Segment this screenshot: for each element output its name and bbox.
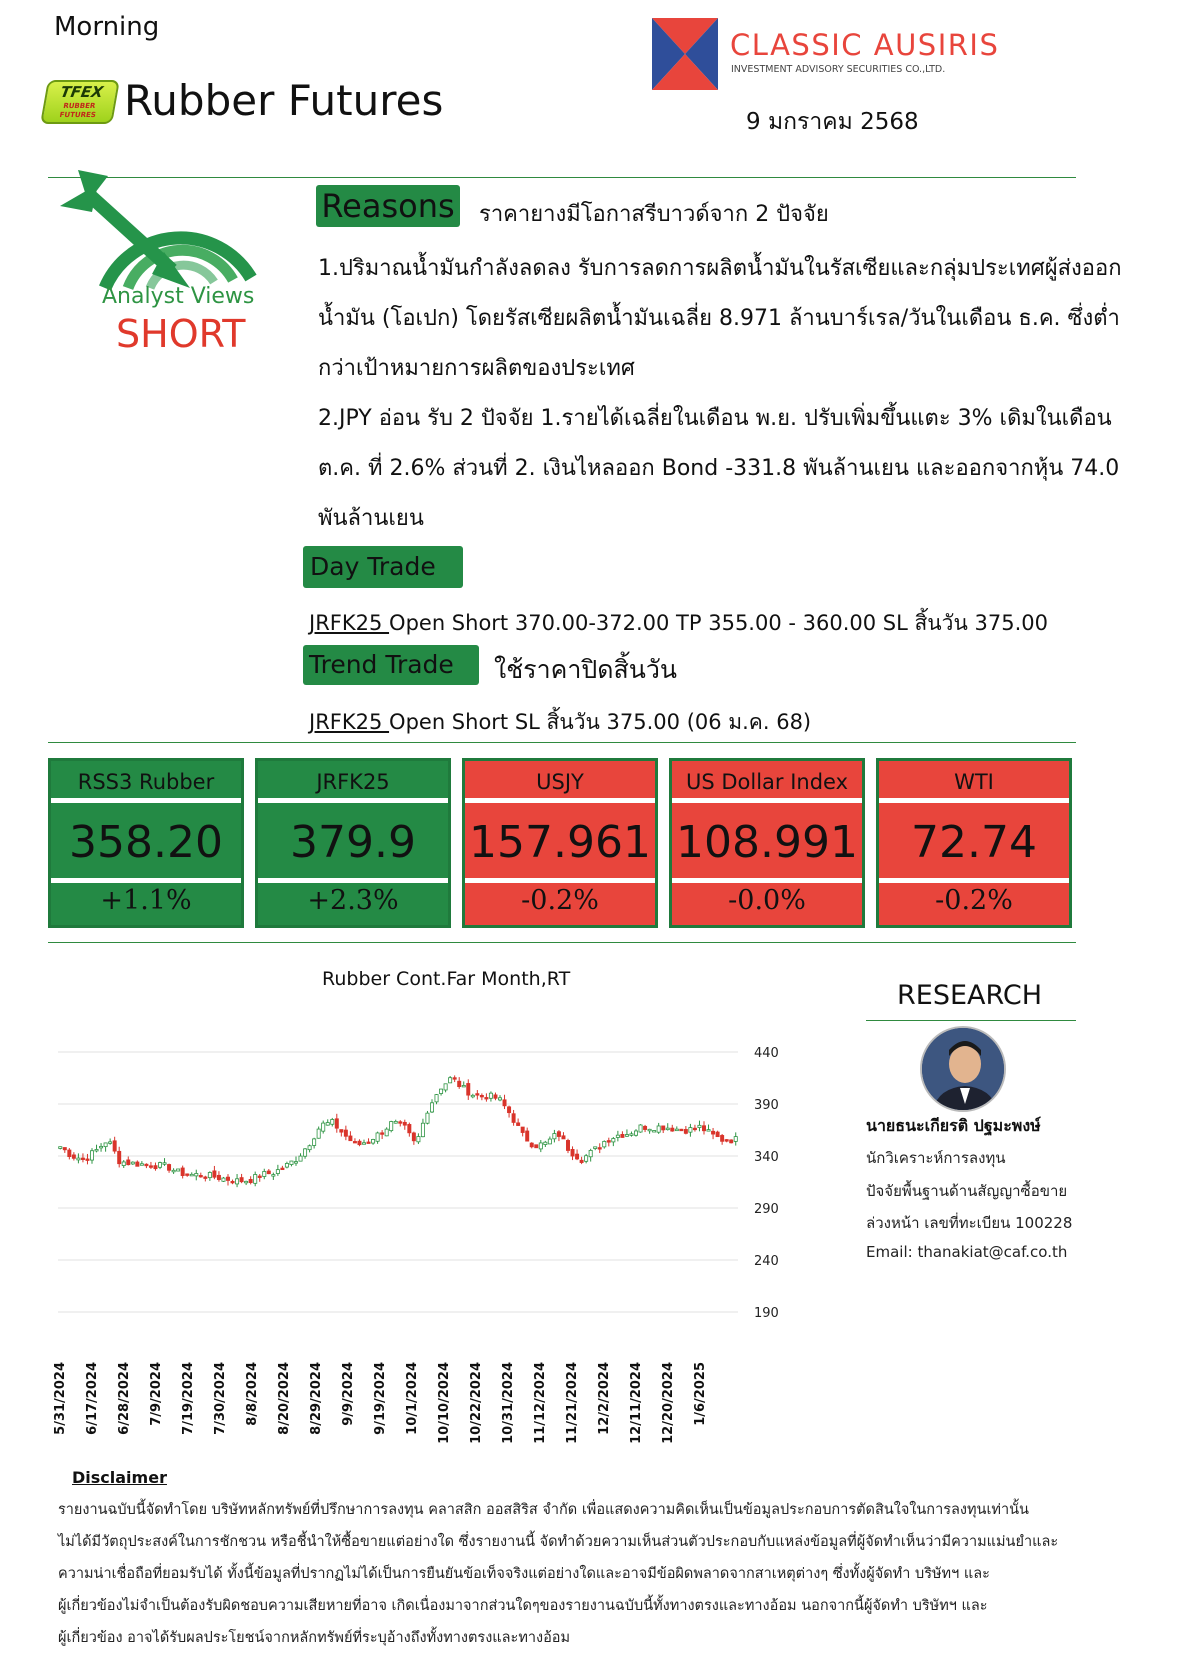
candle-body: [476, 1094, 479, 1096]
candle-body: [521, 1127, 524, 1132]
candle-body: [616, 1135, 619, 1137]
y-tick-label: 390: [754, 1098, 779, 1113]
candle-body: [408, 1124, 411, 1132]
candle-body: [172, 1170, 175, 1172]
x-tick-label: 7/19/2024: [181, 1362, 196, 1435]
candle-body: [99, 1146, 102, 1148]
x-tick-label: 7/30/2024: [213, 1362, 228, 1435]
x-tick-label: 6/17/2024: [85, 1362, 100, 1435]
candle-body: [313, 1139, 316, 1146]
x-tick-label: 1/6/2025: [693, 1362, 708, 1426]
candle-body: [449, 1078, 452, 1083]
candle-body: [204, 1177, 207, 1179]
candle-body: [145, 1164, 148, 1166]
analyst-role: นักวิเคราะห์การลงทุน: [866, 1149, 1006, 1167]
candle-body: [630, 1134, 633, 1136]
candle-body: [303, 1149, 306, 1156]
analyst-specialty: ปัจจัยพื้นฐานด้านสัญญาซื้อขาย: [866, 1182, 1068, 1200]
candle-body: [222, 1178, 225, 1181]
candle-body: [662, 1126, 665, 1130]
y-tick-label: 290: [754, 1202, 779, 1217]
tile-value: 157.961: [465, 803, 655, 883]
candle-body: [199, 1175, 202, 1177]
candle-body: [376, 1133, 379, 1141]
tile-change: -0.2%: [935, 885, 1013, 916]
candle-body: [526, 1131, 529, 1141]
research-title: RESEARCH: [897, 980, 1043, 1011]
candle-body: [403, 1122, 406, 1125]
candle-body: [485, 1097, 488, 1099]
stance-label: SHORT: [116, 312, 246, 356]
tile-name: RSS3 Rubber: [51, 761, 241, 803]
candle-body: [580, 1160, 583, 1162]
quote-tile: [669, 758, 865, 928]
tfex-rubber-logo: TFEX RUBBER FUTURES: [40, 80, 120, 124]
tile-name: WTI: [879, 761, 1069, 803]
tile-change: -0.0%: [728, 885, 806, 916]
candle-body: [471, 1095, 474, 1097]
analyst-avatar: [920, 1026, 1006, 1112]
candle-body: [498, 1098, 501, 1100]
candle-body: [444, 1084, 447, 1090]
middle-divider: [48, 742, 1076, 743]
candle-body: [639, 1125, 642, 1132]
disclaimer-title: Disclaimer: [72, 1468, 167, 1487]
candle-body: [326, 1123, 329, 1126]
candle-body: [698, 1125, 701, 1127]
x-tick-label: 12/2/2024: [597, 1362, 612, 1435]
disclaimer-line: รายงานฉบับนี้จัดทำโดย บริษัทหลักทรัพย์ที่ปรึกษาการลงทุน คลาสสิก ออสสิริส จำกัด เพื่อแสดงความคิดเห็นเป็นข้อมูลประกอบการตัดสินใจในการลงทุนเท่านั้น: [58, 1502, 1029, 1518]
candle-body: [63, 1148, 66, 1150]
candle-body: [494, 1095, 497, 1098]
candle-body: [254, 1174, 257, 1183]
candle-body: [362, 1143, 365, 1145]
candle-body: [322, 1123, 325, 1131]
candle-body: [657, 1126, 660, 1132]
disclaimer-line: ไม่ได้มีวัตถุประสงค์ในการชักชวน หรือชี้นำให้ซื้อขายแต่อย่างใด ซึ่งรายงานนี้ จัดทำด้วยความเห็นส่วนตัวประกอบกับแหล่งข้อมูลที่ผู้จัดทำเห็นว่ามีความแม่นยำและ: [58, 1534, 1059, 1550]
candle-body: [186, 1174, 189, 1176]
candle-body: [680, 1129, 683, 1131]
x-tick-label: 10/10/2024: [437, 1362, 452, 1444]
y-tick-label: 440: [754, 1046, 779, 1061]
candle-body: [317, 1129, 320, 1138]
candle-body: [181, 1168, 184, 1176]
day-trade-text: Open Short 370.00-372.00 TP 355.00 - 360.00 SL สิ้นวัน 375.00: [389, 611, 1048, 635]
candle-body: [231, 1181, 234, 1183]
quote-tile: [48, 758, 244, 928]
candle-body: [480, 1095, 483, 1097]
x-tick-label: 12/11/2024: [629, 1362, 644, 1444]
tile-value: 358.20: [51, 803, 241, 883]
candle-body: [594, 1147, 597, 1149]
candle-body: [612, 1139, 615, 1142]
candle-body: [671, 1128, 674, 1131]
candle-body: [625, 1135, 628, 1137]
x-tick-label: 5/31/2024: [53, 1362, 68, 1435]
candle-body: [453, 1078, 456, 1080]
tile-name: JRFK25: [258, 761, 448, 803]
candle-body: [566, 1140, 569, 1150]
candle-body: [140, 1164, 143, 1166]
candle-body: [113, 1141, 116, 1151]
candle-body: [72, 1155, 75, 1158]
candle-body: [439, 1089, 442, 1093]
candle-body: [702, 1126, 705, 1131]
candle-body: [104, 1143, 107, 1147]
disclaimer-line: ผู้เกี่ยวข้อง อาจได้รับผลประโยชน์จากหลักทรัพย์ที่ระบุอ้างถึงทั้งทางตรงและทางอ้อม: [58, 1630, 571, 1646]
x-tick-label: 11/12/2024: [533, 1362, 548, 1444]
candle-body: [621, 1134, 624, 1137]
candle-body: [263, 1171, 266, 1176]
candle-body: [693, 1128, 696, 1130]
disclaimer-line: ความน่าเชื่อถือที่ยอมรับได้ ทั้งนี้ข้อมูลที่ปรากฏไม่ได้เป็นการยืนยันข้อเท็จจริงแต่อย่างใดและอาจมีข้อผิดพลาดจากสาเหตุต่างๆ ซึ่งทั้งผู้จัดทำ บริษัทฯ และ: [58, 1566, 990, 1582]
candle-body: [517, 1123, 520, 1126]
candle-body: [575, 1154, 578, 1159]
candle-body: [163, 1163, 166, 1165]
candle-body: [589, 1150, 592, 1156]
x-tick-label: 8/29/2024: [309, 1362, 324, 1435]
candle-body: [553, 1134, 556, 1139]
x-tick-label: 8/8/2024: [245, 1362, 260, 1426]
candle-body: [299, 1156, 302, 1161]
candle-body: [707, 1130, 710, 1132]
candle-body: [394, 1121, 397, 1123]
x-tick-label: 10/31/2024: [501, 1362, 516, 1444]
candle-body: [711, 1131, 714, 1134]
broker-name: CLASSIC AUSIRIS: [730, 28, 1000, 62]
disclaimer-body: [58, 1494, 1138, 1654]
chart-divider: [48, 942, 1076, 943]
reasons-headline: ราคายางมีโอกาสรีบาวด์จาก 2 ปัจจัย: [479, 202, 829, 227]
reasons-tag: Reasons: [316, 185, 460, 227]
candle-body: [371, 1139, 374, 1143]
candle-body: [730, 1140, 733, 1143]
candle-body: [385, 1129, 388, 1136]
candle-body: [458, 1081, 461, 1086]
candle-body: [367, 1142, 370, 1144]
candle-body: [281, 1168, 284, 1170]
tile-value: 379.9: [258, 803, 448, 883]
candle-body: [653, 1131, 656, 1133]
candle-body: [684, 1129, 687, 1133]
candle-body: [421, 1123, 424, 1136]
quote-tile: [876, 758, 1072, 928]
x-tick-label: 8/20/2024: [277, 1362, 292, 1435]
candle-body: [213, 1171, 216, 1177]
candle-body: [340, 1130, 343, 1133]
candle-body: [154, 1166, 157, 1169]
candle-body: [539, 1143, 542, 1149]
candle-body: [666, 1128, 669, 1130]
trend-trade-tag: Trend Trade: [303, 645, 479, 685]
trend-trade-note: ใช้ราคาปิดสิ้นวัน: [494, 655, 677, 684]
tile-value: 72.74: [879, 803, 1069, 883]
candle-body: [235, 1179, 238, 1184]
x-tick-label: 7/9/2024: [149, 1362, 164, 1426]
report-date: 9 มกราคม 2568: [746, 109, 919, 135]
candle-body: [353, 1141, 356, 1143]
day-trade-line: [309, 607, 1048, 640]
day-trade-code: JRFK25: [309, 611, 390, 635]
candle-body: [81, 1158, 84, 1160]
candle-body: [272, 1175, 275, 1177]
candle-body: [167, 1164, 170, 1170]
chart-title: Rubber Cont.Far Month,RT: [322, 968, 571, 990]
y-tick-label: 190: [754, 1306, 779, 1321]
x-tick-label: 10/1/2024: [405, 1362, 420, 1435]
candle-body: [285, 1163, 288, 1167]
tile-change: -0.2%: [521, 885, 599, 916]
reason-point-2: 2.JPY อ่อน รับ 2 ปัจจัย 1.รายได้เฉลี่ยในเดือน พ.ย. ปรับเพิ่มขึ้นแตะ 3% เดิมในเดือน ต.ค. ที่ 2.6% ส่วนที่ 2. เงินไหลออก Bond -331.8 พันล้านเยน และออกจากหุ้น 74.0 พันล้านเยน: [318, 406, 1120, 531]
candle-body: [331, 1120, 334, 1125]
analyst-license: ล่วงหน้า เลขที่ทะเบียน 100228: [866, 1214, 1073, 1232]
candle-body: [725, 1140, 728, 1142]
tile-value: 108.991: [672, 803, 862, 883]
candle-body: [109, 1142, 112, 1144]
trend-trade-text: Open Short SL สิ้นวัน 375.00 (06 ม.ค. 68): [389, 710, 812, 734]
x-tick-label: 12/20/2024: [661, 1362, 676, 1444]
disclaimer-line: ผู้เกี่ยวข้องไม่จำเป็นต้องรับผิดชอบความเสียหายที่อาจ เกิดเนื่องมาจากส่วนใดๆของรายงานฉบับนี้ทั้งทางตรงและทางอ้อม นอกจากนี้ผู้จัดทำ บริษัทฯ และ: [58, 1598, 988, 1614]
candle-body: [190, 1174, 193, 1176]
candle-body: [217, 1175, 220, 1179]
x-tick-label: 9/19/2024: [373, 1362, 388, 1435]
candle-body: [335, 1119, 338, 1128]
candle-body: [426, 1113, 429, 1123]
candle-body: [77, 1158, 80, 1160]
edition-label: Morning: [54, 12, 160, 42]
candle-body: [548, 1139, 551, 1144]
candle-body: [249, 1179, 252, 1182]
candle-body: [158, 1163, 161, 1168]
candle-body: [122, 1162, 125, 1166]
candle-body: [430, 1103, 433, 1112]
candle-body: [136, 1162, 139, 1166]
candle-body: [435, 1095, 438, 1102]
broker-logo-icon: [652, 18, 718, 90]
candle-body: [530, 1143, 533, 1147]
candle-body: [598, 1148, 601, 1150]
candle-body: [634, 1131, 637, 1135]
candle-body: [68, 1150, 71, 1157]
candle-body: [118, 1151, 121, 1163]
candle-body: [721, 1135, 724, 1141]
candle-body: [245, 1181, 248, 1183]
candle-body: [399, 1122, 402, 1124]
candle-body: [195, 1173, 198, 1175]
candle-body: [131, 1162, 134, 1164]
candle-body: [267, 1171, 270, 1174]
tile-change: +1.1%: [100, 885, 192, 916]
candle-body: [127, 1160, 130, 1165]
y-tick-label: 340: [754, 1150, 779, 1165]
candle-body: [716, 1132, 719, 1137]
candle-body: [294, 1162, 297, 1164]
candle-body: [390, 1122, 393, 1131]
analyst-email[interactable]: Email: thanakiat@caf.co.th: [866, 1243, 1068, 1261]
candle-body: [276, 1170, 279, 1174]
candle-body: [95, 1149, 98, 1151]
candle-body: [562, 1136, 565, 1139]
candle-body: [512, 1114, 515, 1123]
report-title: Rubber Futures: [124, 76, 444, 125]
candle-body: [571, 1149, 574, 1156]
trend-trade-line: [309, 706, 811, 739]
candle-body: [643, 1126, 646, 1129]
candle-body: [90, 1151, 93, 1160]
tile-name: US Dollar Index: [672, 761, 862, 803]
candle-body: [467, 1083, 470, 1095]
day-trade-tag: Day Trade: [303, 546, 463, 588]
candle-body: [290, 1161, 293, 1164]
candlestick-chart: [48, 1000, 848, 1450]
broker-subtitle: INVESTMENT ADVISORY SECURITIES CO.,LTD.: [731, 64, 946, 75]
candle-body: [675, 1129, 678, 1131]
tile-change: +2.3%: [307, 885, 399, 916]
candle-body: [462, 1085, 465, 1087]
candle-body: [240, 1178, 243, 1182]
x-tick-label: 6/28/2024: [117, 1362, 132, 1435]
candle-body: [149, 1166, 152, 1168]
candle-body: [607, 1141, 610, 1143]
candle-body: [258, 1176, 261, 1178]
candle-body: [177, 1169, 180, 1171]
candle-body: [544, 1142, 547, 1144]
quote-tile: [255, 758, 451, 928]
analyst-name: นายธนะเกียรติ ปฐมะพงษ์: [866, 1116, 1041, 1135]
candle-body: [349, 1136, 352, 1141]
reason-point-1: 1.ปริมาณน้ำมันกำลังลดลง รับการลดการผลิตน้ำมันในรัสเซียและกลุ่มประเทศผู้ส่งออกน้ำมัน (โอเปก) โดยรัสเซียผลิตน้ำมันเฉลี่ย 8.971 ล้านบาร์เรล/วันในเดือน ธ.ค. ซึ่งต่ำกว่าเป้าหมายการผลิตของประเทศ: [318, 256, 1122, 381]
candle-body: [412, 1133, 415, 1141]
trend-trade-code: JRFK25: [309, 710, 390, 734]
candle-body: [689, 1128, 692, 1133]
x-tick-label: 11/21/2024: [565, 1362, 580, 1444]
candle-body: [358, 1141, 361, 1144]
quote-tile: [462, 758, 658, 928]
candle-body: [585, 1156, 588, 1162]
analyst-views-label: Analyst Views: [102, 284, 255, 309]
y-tick-label: 240: [754, 1254, 779, 1269]
candle-body: [86, 1159, 89, 1161]
tile-name: USJY: [465, 761, 655, 803]
candle-body: [308, 1146, 311, 1150]
candle-body: [535, 1145, 538, 1148]
candle-body: [734, 1137, 737, 1142]
candle-body: [489, 1093, 492, 1098]
person-icon: [922, 1028, 1006, 1112]
candle-body: [59, 1147, 62, 1149]
candle-body: [381, 1133, 384, 1135]
candle-body: [503, 1100, 506, 1106]
candle-body: [648, 1129, 651, 1131]
candle-body: [507, 1107, 510, 1113]
x-tick-label: 9/9/2024: [341, 1362, 356, 1426]
candle-body: [417, 1137, 420, 1142]
candle-body: [344, 1130, 347, 1136]
research-divider: [866, 1020, 1076, 1021]
candle-body: [603, 1141, 606, 1146]
candle-body: [208, 1172, 211, 1177]
x-tick-label: 10/22/2024: [469, 1362, 484, 1444]
candle-body: [557, 1132, 560, 1137]
candle-body: [226, 1177, 229, 1180]
